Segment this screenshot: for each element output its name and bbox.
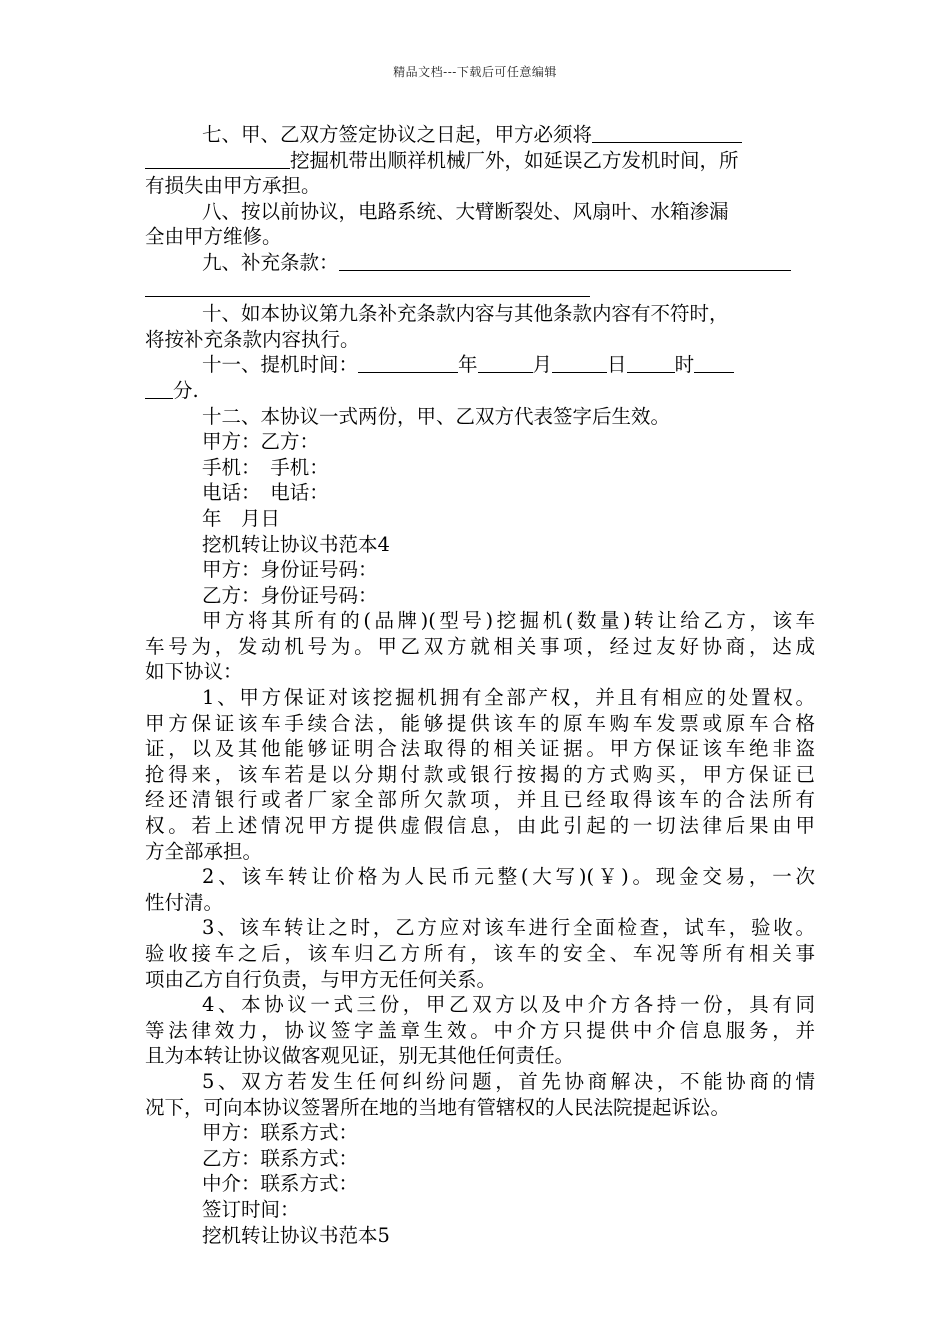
sign-time: 签订时间： [202, 1197, 300, 1221]
item-2-line-2: 性付清。 [145, 890, 224, 914]
item-4-line-2: 等法律效力，协议签字盖章生效。中介方只提供中介信息服务，并 [145, 1018, 815, 1042]
fill-blank [358, 354, 458, 373]
item-1-line-1: 1、甲方保证对该挖掘机拥有全部产权，并且有相应的处置权。 [202, 686, 815, 710]
item-1-line-2: 甲方保证该车手续合法，能够提供该车的原车购车发票或原车合格 [145, 711, 815, 735]
intro-line-2: 车号为，发动机号为。甲乙双方就相关事项，经过友好协商，达成 [145, 634, 815, 658]
contact-agent: 中介：联系方式： [202, 1172, 359, 1196]
fill-blank [145, 380, 173, 399]
signature-date: 年 月日 [202, 506, 281, 530]
clause-8-line-1: 八、按以前协议，电路系统、大臂断裂处、风扇叶、水箱渗漏 [202, 199, 729, 223]
intro-line-1: 甲方将其所有的(品牌)(型号)挖掘机(数量)转让给乙方，该车 [202, 609, 815, 633]
sample-5-title: 挖机转让协议书范本5 [202, 1223, 390, 1247]
item-5-line-1: 5、双方若发生任何纠纷问题，首先协商解决，不能协商的情 [202, 1069, 815, 1093]
signature-parties: 甲方：乙方： [202, 430, 320, 454]
clause-10-line-1: 十、如本协议第九条补充条款内容与其他条款内容有不符时， [202, 302, 729, 326]
page-header: 精品文档---下载后可任意编辑 [393, 65, 557, 79]
fill-blank [145, 278, 590, 297]
item-1-line-4: 抢得来，该车若是以分期付款或银行按揭的方式购买，甲方保证已 [145, 762, 815, 786]
item-1-line-6: 权。若上述情况甲方提供虚假信息，由此引起的一切法律后果由甲 [145, 814, 815, 838]
item-3-line-2: 验收接车之后，该车归乙方所有，该车的安全、车况等所有相关事 [145, 942, 815, 965]
fill-blank [694, 354, 734, 373]
clause-12: 十二、本协议一式两份，甲、乙双方代表签字后生效。 [202, 404, 671, 428]
fill-blank [478, 354, 533, 373]
fill-blank [145, 150, 290, 169]
clause-7-line-1: 七、甲、乙双方签定协议之日起，甲方必须将 [145, 122, 815, 148]
clause-8-line-2: 全由甲方维修。 [145, 225, 282, 249]
item-1-line-3: 证，以及其他能够证明合法取得的相关证据。甲方保证该车绝非盗 [145, 737, 815, 761]
fill-blank [592, 124, 742, 143]
fill-blank [627, 354, 675, 373]
clause-7-line-2: 挖掘机带出顺祥机械厂外，如延误乙方发机时间，所 [145, 148, 815, 174]
item-1-line-7: 方全部承担。 [145, 839, 263, 863]
fill-blank [552, 354, 607, 373]
clause-7-line-3: 有损失由甲方承担。 [145, 174, 321, 198]
signature-phone: 电话： 电话： [202, 481, 329, 505]
item-2-line-1: 2、该车转让价格为人民币元整(大写)(￥)。现金交易，一次 [202, 865, 815, 889]
item-3-line-1: 3、该车转让之时，乙方应对该车进行全面检查，试车，验收。 [202, 916, 815, 940]
clause-11-line-2: 分. [145, 378, 815, 404]
contact-party-a: 甲方：联系方式： [202, 1121, 359, 1145]
clause-9-line-2 [145, 276, 815, 302]
clause-11-line-1: 十一、提机时间： 年 月 日 时 [145, 352, 815, 378]
document-body [145, 122, 815, 1248]
clause-10-line-2: 将按补充条款内容执行。 [145, 327, 360, 351]
fill-blank [339, 252, 791, 271]
contact-party-b: 乙方：联系方式： [202, 1146, 359, 1170]
item-1-line-5: 经还清银行或者厂家全部所欠款项，并且已经取得该车的合法所有 [145, 788, 815, 812]
intro-line-3: 如下协议： [145, 660, 243, 684]
sample-4-party-b: 乙方：身份证号码： [202, 583, 378, 607]
item-4-line-1: 4、本协议一式三份，甲乙双方以及中介方各持一份，具有同 [202, 993, 815, 1017]
item-5-line-2: 况下，可向本协议签署所在地的当地有管辖权的人民法院提起诉讼。 [145, 1095, 731, 1119]
sample-4-party-a: 甲方：身份证号码： [202, 558, 378, 582]
clause-9-line-1: 九、补充条款： [145, 250, 815, 276]
sample-4-title: 挖机转让协议书范本4 [202, 532, 390, 556]
signature-mobile: 手机： 手机： [202, 455, 329, 479]
item-4-line-3: 且为本转让协议做客观见证，别无其他任何责任。 [145, 1044, 575, 1068]
item-3-line-3: 项由乙方自行负责，与甲方无任何关系。 [145, 967, 497, 991]
